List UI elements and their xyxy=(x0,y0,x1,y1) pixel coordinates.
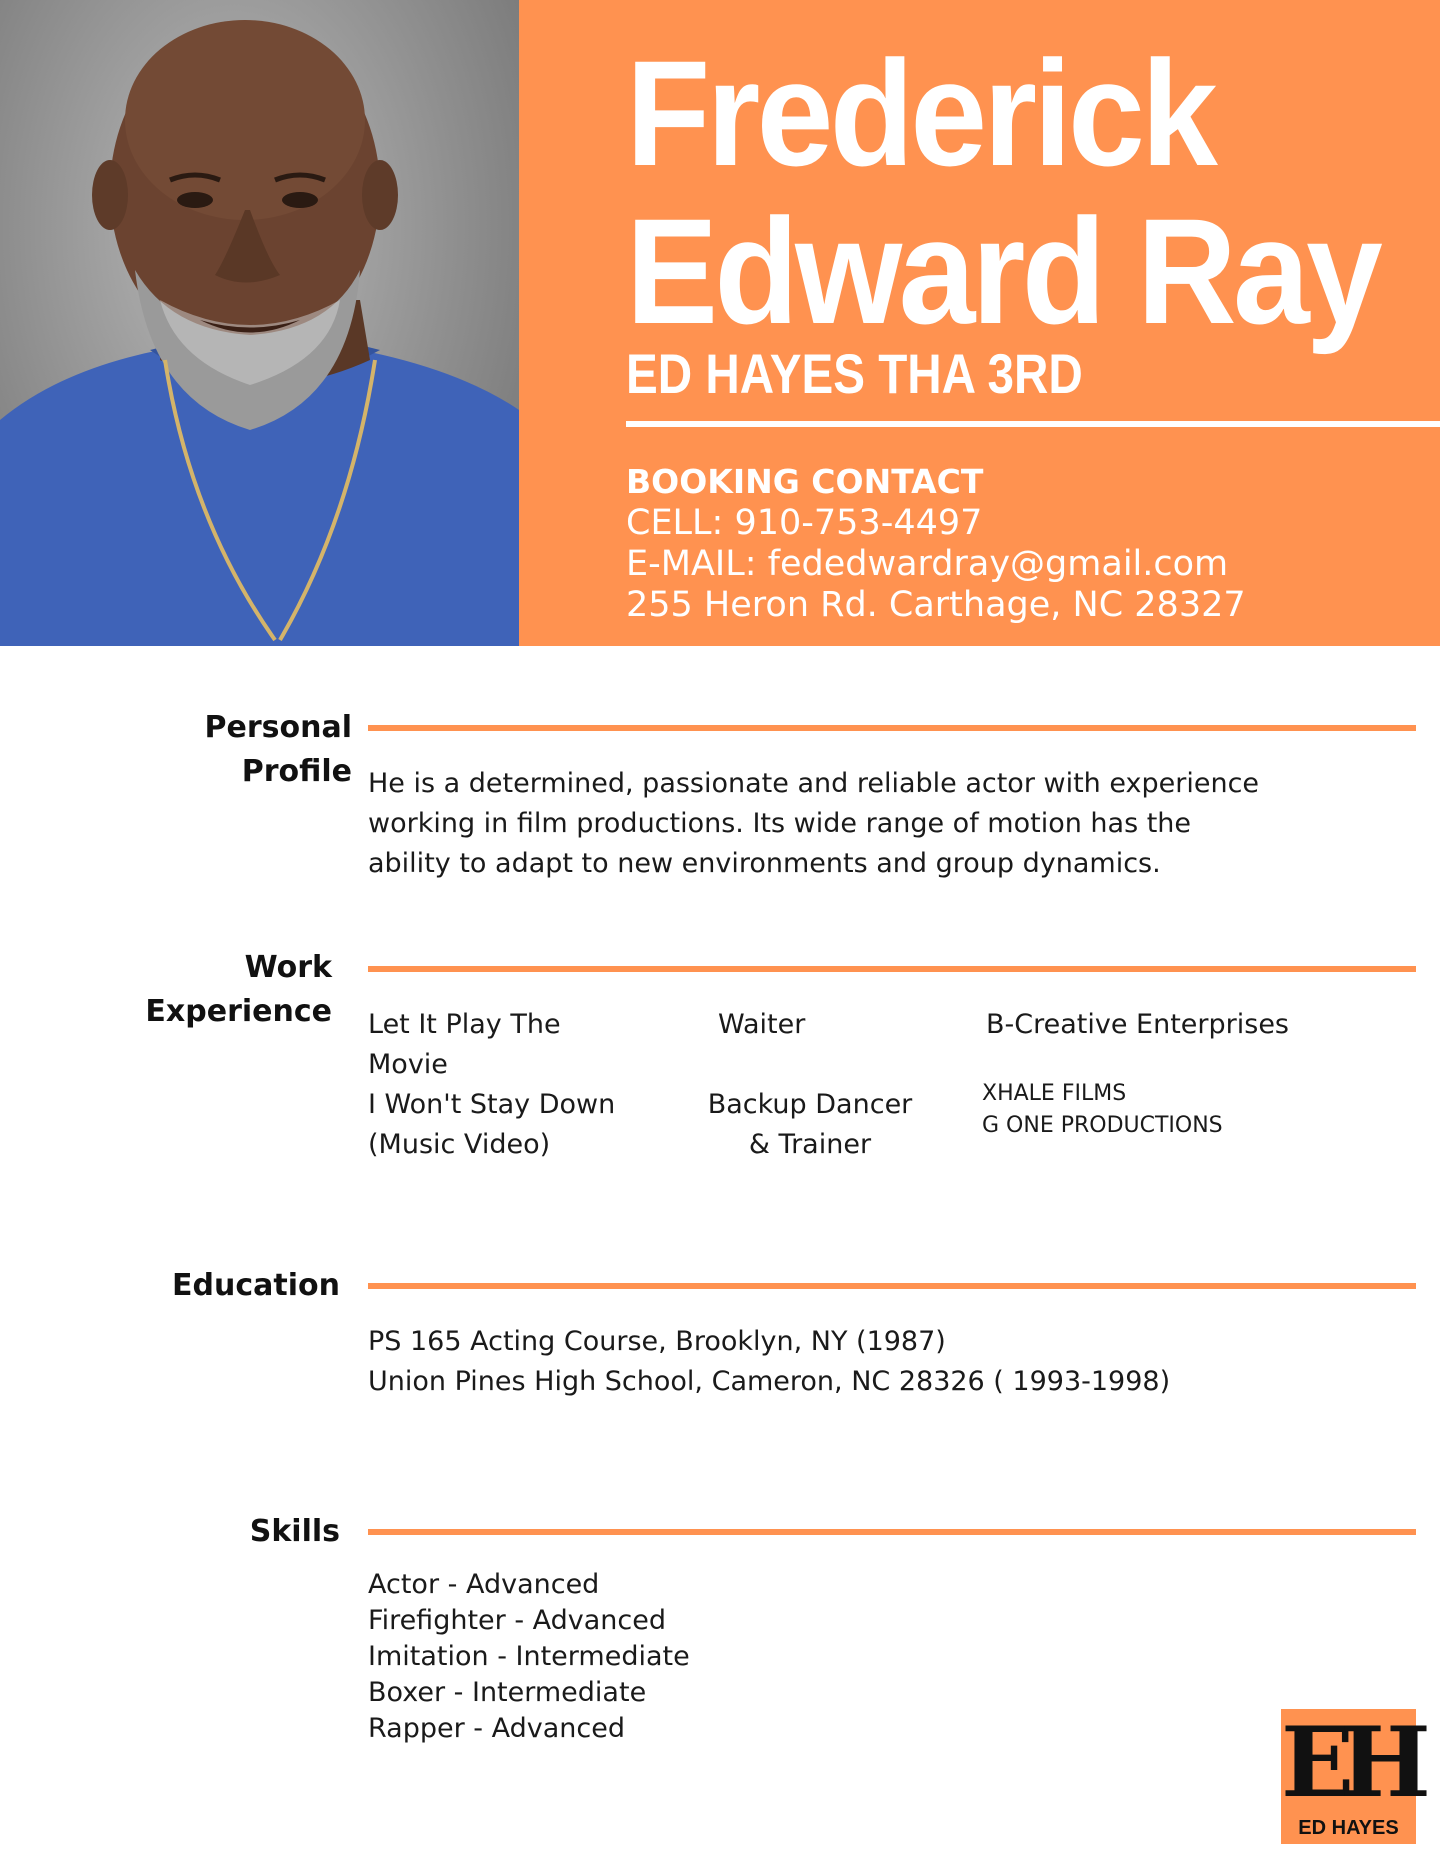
profile-text xyxy=(368,764,1408,884)
education-item: Union Pines High School, Cameron, NC 28326 ( 1993-1998) xyxy=(368,1366,1171,1397)
contact-email: E-MAIL: fededwardray@gmail.com xyxy=(626,544,1229,584)
work-col-companies-small xyxy=(982,1078,1402,1142)
section-title-education: Education xyxy=(172,1268,340,1303)
profile-line: He is a determined, passionate and reliable actor with experience xyxy=(368,768,1260,799)
work-company: G ONE PRODUCTIONS xyxy=(982,1113,1223,1138)
work-role-spacer xyxy=(690,1045,930,1085)
stage-name: ED HAYES THA 3RD xyxy=(626,342,1083,405)
section-title-work-line1: Work xyxy=(244,950,332,985)
contact-cell: CELL: 910-753-4497 xyxy=(626,503,983,543)
skill-item: Actor - Advanced xyxy=(368,1569,600,1600)
section-title-profile-line1: Personal xyxy=(204,710,352,745)
work-project: (Music Video) xyxy=(368,1129,551,1160)
work-company: XHALE FILMS xyxy=(982,1081,1127,1106)
profile-line: working in film productions. Its wide range of motion has the xyxy=(368,808,1192,839)
booking-contact-label: BOOKING CONTACT xyxy=(626,462,984,501)
work-project: I Won't Stay Down xyxy=(368,1089,616,1120)
name-last: Edward Ray xyxy=(626,187,1380,355)
logo-mark: EH xyxy=(1281,1706,1417,1819)
work-role: Backup Dancer xyxy=(707,1089,913,1120)
profile-photo xyxy=(0,0,519,646)
contact-address: 255 Heron Rd. Carthage, NC 28327 xyxy=(626,585,1246,625)
skills-list xyxy=(368,1567,1068,1747)
work-project: Movie xyxy=(368,1049,448,1080)
section-rule-education xyxy=(368,1283,1416,1289)
work-role: Waiter xyxy=(718,1009,806,1040)
education-list xyxy=(368,1322,1408,1402)
section-title-profile-line2: Profile xyxy=(241,754,352,789)
header-divider xyxy=(626,421,1440,427)
section-title-work xyxy=(100,946,332,1034)
work-role: & Trainer xyxy=(748,1129,872,1160)
skill-item: Rapper - Advanced xyxy=(368,1713,625,1744)
work-col-roles xyxy=(690,1005,930,1165)
work-company: B-Creative Enterprises xyxy=(986,1009,1289,1040)
ed-hayes-logo xyxy=(1281,1706,1417,1844)
section-title-skills: Skills xyxy=(249,1514,340,1549)
name-first: Frederick xyxy=(626,29,1215,197)
section-rule-work xyxy=(368,966,1416,972)
education-item: PS 165 Acting Course, Brooklyn, NY (1987) xyxy=(368,1326,946,1357)
skill-item: Boxer - Intermediate xyxy=(368,1677,647,1708)
skill-item: Firefighter - Advanced xyxy=(368,1605,667,1636)
logo-text: ED HAYES xyxy=(1298,1817,1399,1839)
section-title-work-line2: Experience xyxy=(145,994,332,1029)
work-project: Let It Play The xyxy=(368,1009,561,1040)
section-rule-profile xyxy=(368,725,1416,731)
work-col-projects xyxy=(368,1005,658,1165)
skill-item: Imitation - Intermediate xyxy=(368,1641,690,1672)
portrait-illustration xyxy=(0,0,519,646)
work-col-companies xyxy=(986,1005,1406,1045)
section-rule-skills xyxy=(368,1529,1416,1535)
profile-line: ability to adapt to new environments and group dynamics. xyxy=(368,848,1161,879)
section-title-profile xyxy=(150,706,352,794)
